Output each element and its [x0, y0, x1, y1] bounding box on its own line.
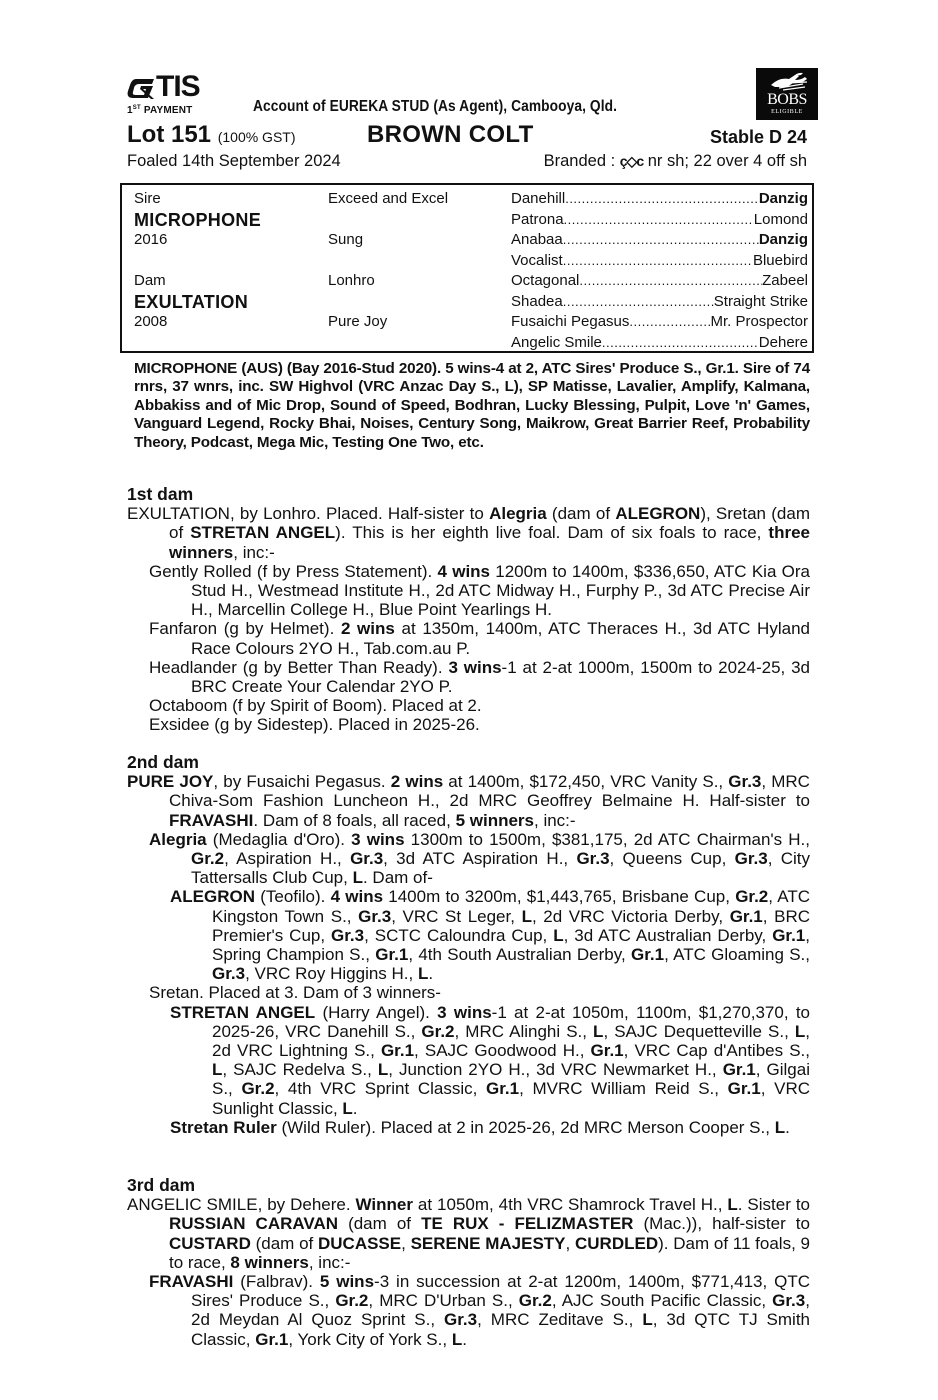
great-grandparent-row: Danehill ..... Danzig [511, 189, 808, 210]
bobs-eligible-logo: BOBS ELIGIBLE [756, 68, 818, 120]
sire-summary: MICROPHONE (AUS) (Bay 2016-Stud 2020). 5 wins-4 at 2, ATC Sires' Produce S., Gr.1. Sire of 74 rnrs, 37 wnrs, inc. SW Highvol (VRC Anzac Day S., L), SP Matisse, Lavalier, Amplify, Kalmana, Abbakiss and of Mic Drop, Sound of Speed, Bodhran, Lucky Blessing, Pulpit, Love 'n' Games, Vanguard Legend, Rocky Bhai, Noises, Century Song, Maikrow, Great Barrier Reef, Probability Theory, Podcast, Mega Mic, Testing One Two, etc. [134, 360, 810, 451]
grandparent: Sung [328, 231, 364, 248]
leader-dots [563, 292, 714, 313]
lot-number: Lot 151 (100% GST) [127, 121, 296, 148]
bobs-eligible-logo-icon [765, 71, 809, 93]
grandparent: Lonhro [328, 272, 375, 289]
great-grandparent-row: Anabaa ..... Danzig [511, 230, 808, 251]
section-title: 3rd dam [127, 1175, 196, 1195]
otis-logo [127, 70, 217, 117]
dam-description: ANGELIC SMILE, by Dehere. Winner at 1050m, 4th VRC Shamrock Travel H., L. Sister to RUSSIAN CARAVAN (dam of TE RUX - FELIZMASTER (Mac.)), half-sister to CUSTARD (dam of DUCASSE, SERENE MAJESTY, CURDLED). Dam of 11 foals, 9 to race, 8 winners, inc:- [127, 1195, 810, 1272]
grandparent: Exceed and Excel [328, 190, 449, 207]
dam-description: EXULTATION, by Lonhro. Placed. Half-sister to Alegria (dam of ALEGRON), Sretan (dam of STRETAN ANGEL). This is her eighth live foal. Dam of six foals to race, three winners, inc:- [127, 504, 810, 562]
progeny-entry: Alegria (Medaglia d'Oro). 3 wins 1300m to 1500m, $381,175, 2d ATC Chairman's H., Gr.2, Aspiration H., Gr.3, 3d ATC Aspiration H., Gr.3, Queens Cup, Gr.3, City Tattersalls Club Cup, L. Dam of- [149, 829, 811, 888]
progeny-entry: Stretan Ruler (Wild Ruler). Placed at 2 in 2025-26, 2d MRC Merson Cooper S., L. [170, 1117, 790, 1137]
section-title: 1st dam [127, 484, 194, 504]
leader-dots [564, 210, 754, 231]
foaled-branded-line [127, 150, 810, 176]
progeny-entry: STRETAN ANGEL (Harry Angel). 3 wins-1 at 2-at 1050m, 1100m, $1,270,370, to 2025-26, VRC Danehill S., Gr.2, MRC Alinghi S., L, SAJC Dequetteville S., L, 2d VRC Lightning S., Gr.1, SAJC Goodwood H., Gr.1, VRC Cap d'Antibes S., L, SAJC Redelva S., L, Junction 2YO H., 3d VRC Newmarket H., Gr.1, Gilgai S., Gr.2, 4th VRC Sprint Classic, Gr.1, MVRC William Reid S., Gr.1, VRC Sunlight Classic, L. [170, 1002, 811, 1118]
otis-logo-subtitle: 1ST PAYMENT [127, 105, 193, 116]
third-dam-section [127, 1176, 810, 1349]
brand-mark-icon: ç◇c [619, 153, 644, 169]
leader-dots [602, 333, 759, 354]
grandparent: Pure Joy [328, 313, 388, 330]
great-grandparent-row: Vocalist ..... Bluebird [511, 251, 808, 272]
vendor-account: Account of EUREKA STUD (As Agent), Cambooya, Qld. [253, 98, 618, 115]
header-top [127, 70, 810, 120]
progeny-entry: ALEGRON (Teofilo). 4 wins 1400m to 3200m, $1,443,765, Brisbane Cup, Gr.2, ATC Kingston Town S., Gr.3, VRC St Leger, L, 2d VRC Victoria Derby, Gr.1, BRC Premier's Cup, Gr.3, SCTC Caloundra Cup, L, 3d ATC Australian Derby, Gr.1, Spring Champion S., Gr.1, 4th South Australian Derby, Gr.1, ATC Gloaming S., Gr.3, VRC Roy Higgins H., L. [170, 887, 811, 984]
dam-description: PURE JOY, by Fusaichi Pegasus. 2 wins at 1400m, $172,450, VRC Vanity S., Gr.3, MRC Chiva-Som Fashion Luncheon H., 2d MRC Geoffrey Belmaine H. Half-sister to FRAVASHI. Dam of 8 foals, all raced, 5 winners, inc:- [127, 772, 810, 830]
otis-logo-icon [127, 76, 155, 98]
sire-year: 2016 [134, 231, 168, 248]
brand-info: Branded : ç◇c nr sh; 22 over 4 off sh [543, 152, 807, 170]
sire-label: Sire [134, 190, 161, 207]
progeny-entry: Octaboom (f by Spirit of Boom). Placed at 2. [149, 696, 482, 716]
lot-description: BROWN COLT [367, 121, 534, 148]
pedigree-parents-column [134, 189, 324, 333]
lot-line [127, 120, 810, 150]
gst-note: (100% GST) [217, 129, 296, 145]
dam-label: Dam [134, 272, 166, 289]
progeny-entry: Exsidee (g by Sidestep). Placed in 2025-26. [149, 715, 480, 735]
leader-dots [629, 312, 710, 333]
great-grandparent-row: Octagonal ..... Zabeel [511, 271, 808, 292]
sire-name: MICROPHONE [134, 209, 262, 230]
great-grandparent-row: Fusaichi Pegasus ..... Mr. Prospector [511, 312, 808, 333]
great-grandparent-row: Angelic Smile ..... Dehere [511, 333, 808, 354]
pedigree-table [120, 183, 814, 353]
progeny-entry: Headlander (g by Better Than Ready). 3 wins-1 at 2-at 1000m, 1500m to 2024-25, 3d BRC Create Your Calendar 2YO P. [149, 657, 811, 697]
dam-year: 2008 [134, 313, 168, 330]
progeny-entry: Gently Rolled (f by Press Statement). 4 wins 1200m to 1400m, $336,650, ATC Kia Ora Stud H., Westmead Institute H., 2d ATC Midway H., Furphy P., 3d ATC Precise Air H., Marcellin College H., Blue Point Yearlings H. [149, 561, 810, 620]
pedigree-grandparents-column [328, 189, 508, 333]
stable-location: Stable D 24 [709, 127, 807, 147]
progeny-entry: FRAVASHI (Falbrav). 5 wins-3 in succession at 2-at 1200m, 1400m, $771,413, QTC Sires' Produce S., Gr.2, MRC D'Urban S., Gr.2, AJC South Pacific Classic, Gr.3, 2d Meydan Al Quoz Sprint S., Gr.3, MRC Zeditave S., L, 3d QTC TJ Smith Classic, Gr.1, York City of York S., L. [149, 1272, 811, 1349]
catalogue-page [127, 70, 811, 1349]
leader-dots [563, 251, 753, 272]
leader-dots [565, 189, 759, 210]
foaled-date: Foaled 14th September 2024 [127, 152, 341, 170]
leader-dots [579, 271, 762, 292]
great-grandparent-row: Patrona ..... Lomond [511, 210, 808, 231]
pedigree-great-grandparents-column [511, 189, 808, 353]
first-dam-section [127, 485, 810, 735]
progeny-entry: Fanfaron (g by Helmet). 2 wins at 1350m, 1400m, ATC Theraces H., 3d ATC Hyland Race Colours 2YO H., Tab.com.au P. [149, 619, 810, 658]
great-grandparent-row: Shadea ..... Straight Strike [511, 292, 808, 313]
dam-name: EXULTATION [134, 291, 248, 312]
progeny-entry: Sretan. Placed at 3. Dam of 3 winners- [149, 983, 441, 1003]
leader-dots [563, 230, 759, 251]
otis-logo-word: TIS [156, 70, 200, 103]
second-dam-section [127, 753, 810, 1137]
section-title: 2nd dam [127, 752, 199, 772]
